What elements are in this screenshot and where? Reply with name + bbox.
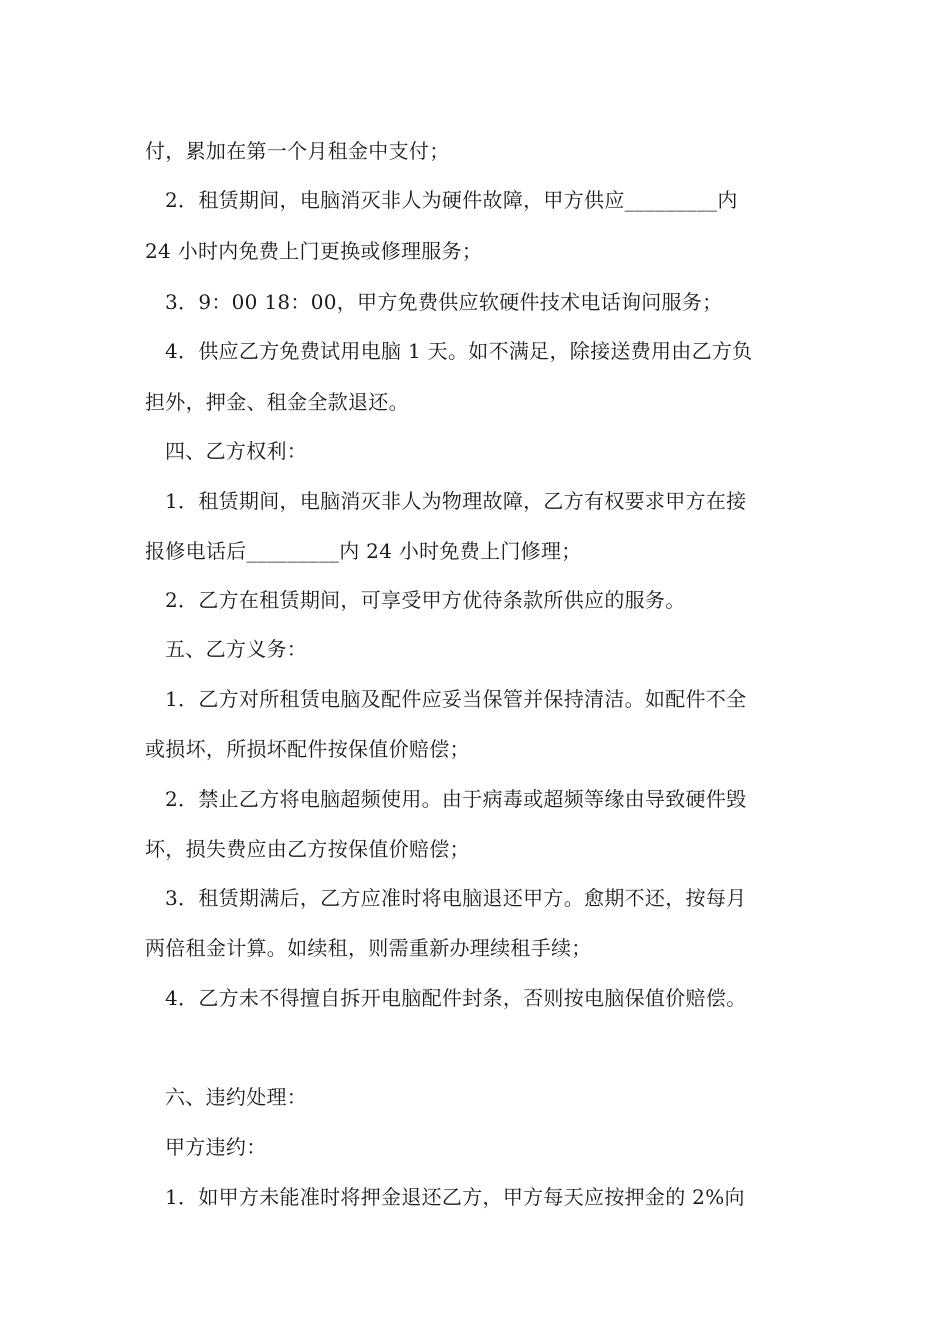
text-line: 1．乙方对所租赁电脑及配件应妥当保管并保持清洁。如配件不全 (165, 687, 747, 711)
text-line: 2．乙方在租赁期间，可享受甲方优待条款所供应的服务。 (165, 588, 686, 612)
text-line: 2．禁止乙方将电脑超频使用。由于病毒或超频等缘由导致硬件毁 (165, 787, 747, 811)
text-line: 2．租赁期间，电脑消灭非人为硬件故障，甲方供应_________内 (165, 188, 738, 212)
text-line: 3．9：00 18：00，甲方免费供应软硬件技术电话询问服务； (165, 290, 723, 314)
text-line: 1．如甲方未能准时将押金退还乙方，甲方每天应按押金的 2%向 (165, 1185, 745, 1209)
subsection-heading: 甲方违约： (165, 1135, 267, 1159)
text-line: 付，累加在第一个月租金中支付； (145, 139, 450, 163)
section-heading: 六、违约处理： (165, 1085, 308, 1109)
text-line: 4．乙方未不得擅自拆开电脑配件封条，否则按电脑保值价赔偿。 (165, 986, 747, 1010)
text-line: 担外，押金、租金全款退还。 (145, 390, 409, 414)
section-heading: 四、乙方权利： (165, 439, 308, 463)
text-line: 3．租赁期满后，乙方应准时将电脑退还甲方。愈期不还，按每月 (165, 886, 747, 910)
text-line: 两倍租金计算。如续租，则需重新办理续租手续； (145, 936, 592, 960)
text-line: 1．租赁期间，电脑消灭非人为物理故障，乙方有权要求甲方在接 (165, 489, 747, 513)
text-line: 坏，损失费应由乙方按保值价赔偿； (145, 837, 470, 861)
text-line: 报修电话后_________内 24 小时免费上门修理； (145, 539, 582, 563)
text-line: 4．供应乙方免费试用电脑 1 天。如不满足，除接送费用由乙方负 (165, 339, 753, 363)
text-line: 24 小时内免费上门更换或修理服务； (145, 239, 483, 263)
text-line: 或损坏，所损坏配件按保值价赔偿； (145, 737, 470, 761)
section-heading: 五、乙方义务： (165, 637, 308, 661)
